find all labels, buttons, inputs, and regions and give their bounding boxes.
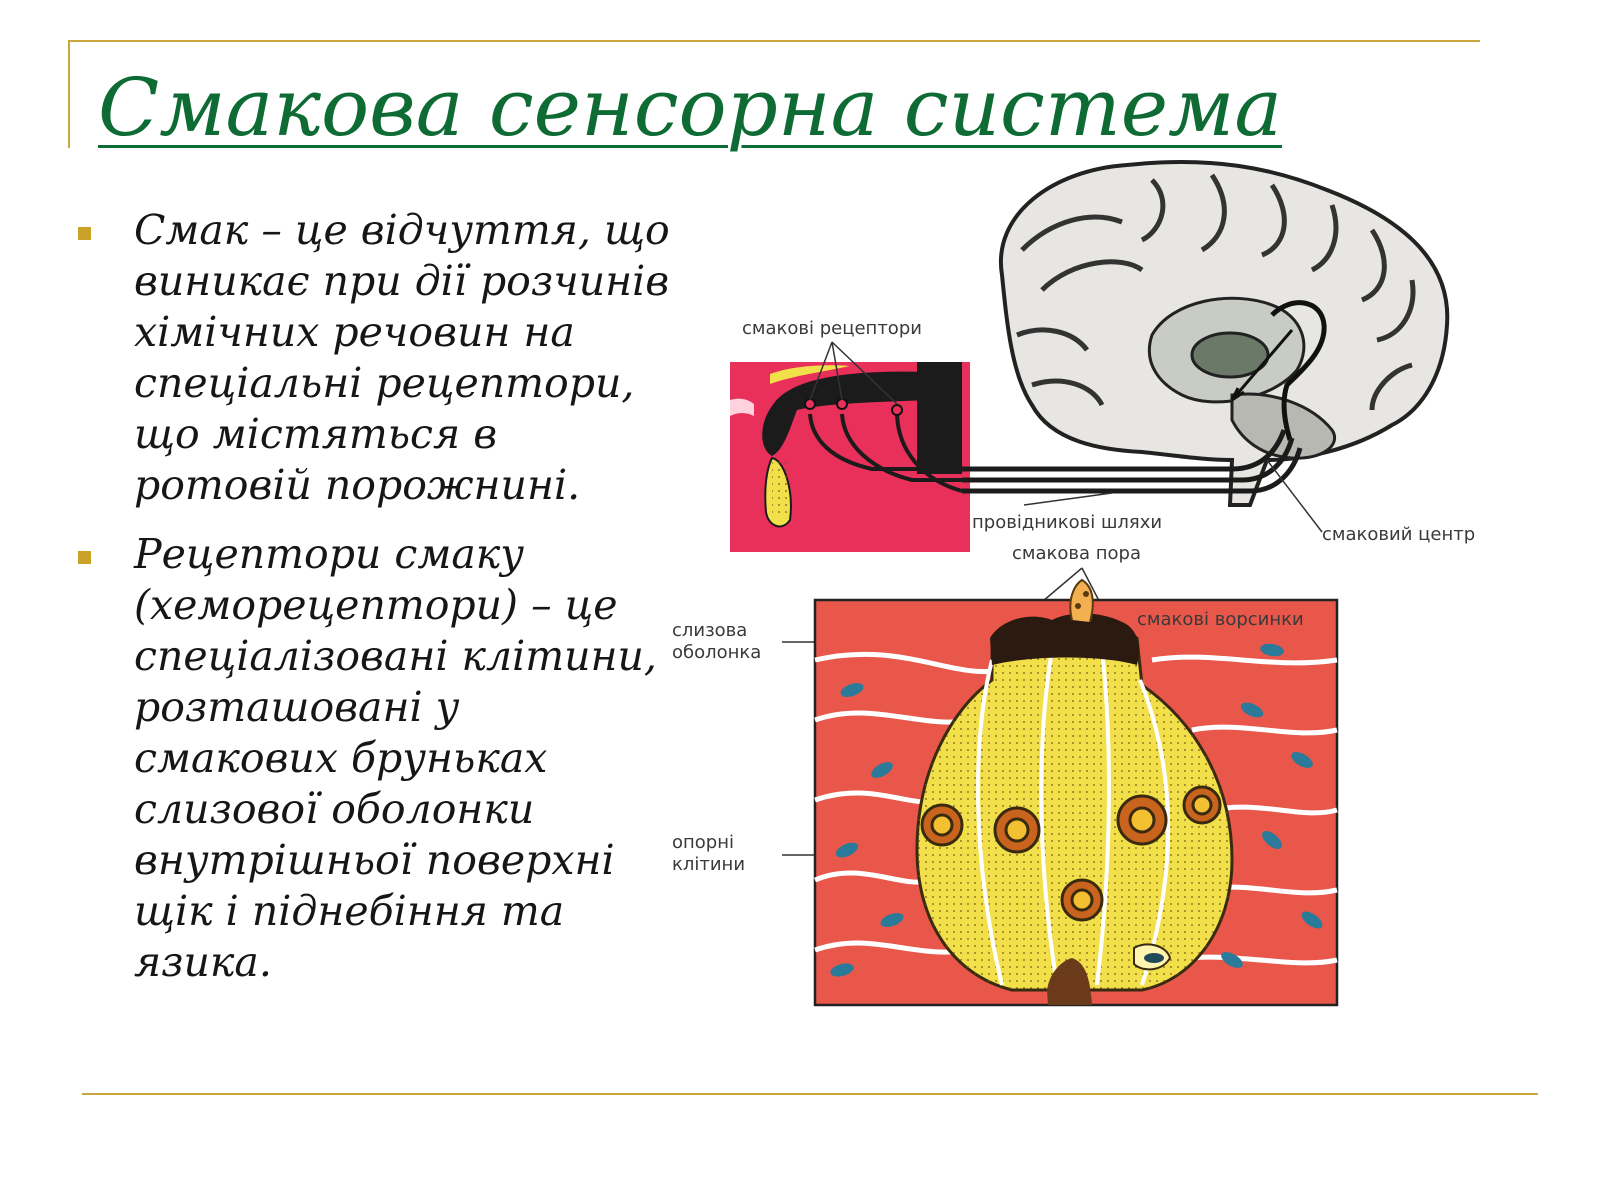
brain — [1001, 162, 1447, 505]
taste-bud-panel — [815, 580, 1337, 1005]
frame-left-line — [68, 40, 70, 148]
bullet-text: Рецептори смаку (хеморецептори) – це спеціалізовані клітини, розташовані у смакових бруньках слизової оболонки внутрішньої поверхні щік і піднебіння та язика. — [134, 530, 657, 986]
frame-top-line — [68, 40, 1480, 42]
label-support-cells-line-1: опорні — [672, 832, 734, 853]
label-taste-receptors: смакові рецептори — [742, 318, 922, 339]
label-conducting-paths: провідникові шляхи — [972, 512, 1163, 533]
square-bullet-icon — [78, 551, 91, 564]
label-taste-villi: смакові ворсинки — [1137, 609, 1304, 630]
mouth-section — [730, 362, 970, 552]
taste-system-illustration — [672, 160, 1542, 1040]
taste-system-figure — [672, 160, 1542, 1040]
frame-bottom-line — [82, 1093, 1538, 1095]
bullet-item — [70, 529, 670, 988]
label-mucosa-line-2: оболонка — [672, 642, 762, 663]
bullet-text: Смак – це відчуття, що виникає при дії розчинів хімічних речовин на спеціальні рецептори, що містяться в ротовій порожнині. — [134, 206, 670, 509]
label-support-cells-line-2: клітини — [672, 854, 746, 875]
label-mucosa-line-1: слизова — [672, 620, 748, 641]
square-bullet-icon — [78, 227, 91, 240]
label-taste-pore: смакова пора — [1012, 543, 1141, 564]
bullet-item — [70, 205, 670, 511]
label-taste-center: смаковий центр — [1322, 524, 1476, 545]
slide-title: Смакова сенсорна система — [98, 61, 1283, 154]
bullet-list — [70, 205, 670, 1006]
